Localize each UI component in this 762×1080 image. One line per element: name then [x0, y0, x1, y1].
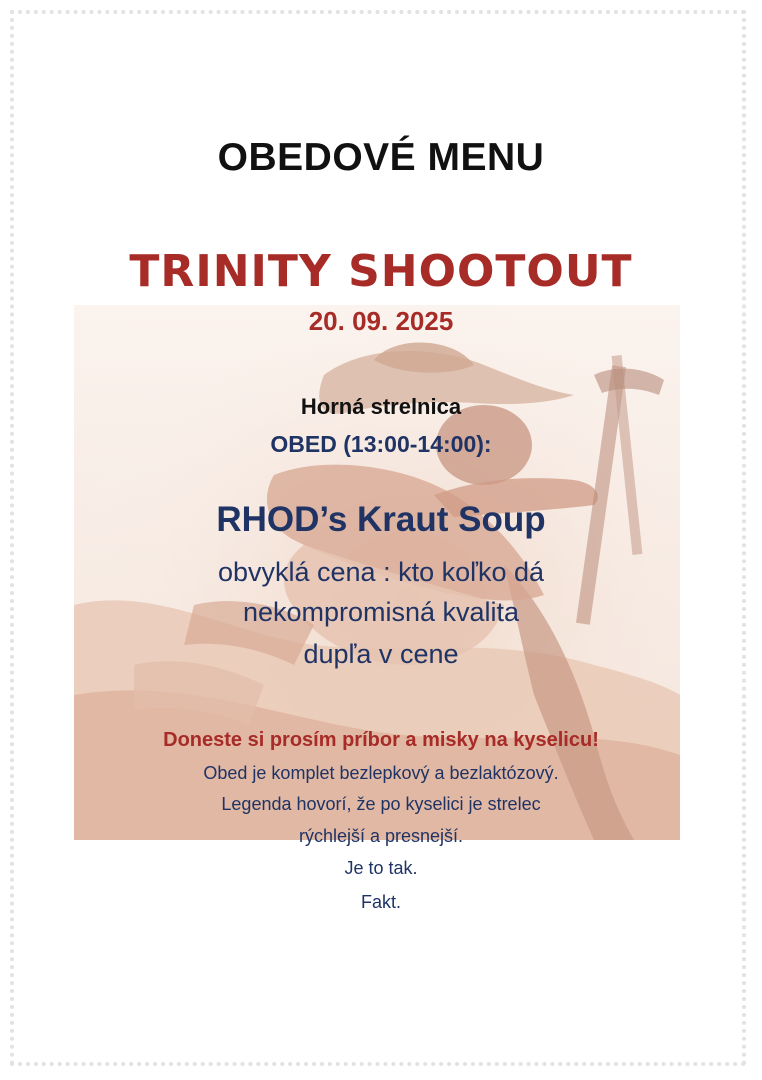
location: Horná strelnica	[300, 394, 462, 419]
dish-line: nekompromisná kvalita	[242, 597, 520, 627]
note-line: rýchlejší a presnejší.	[298, 826, 464, 846]
note-line: Je to tak.	[344, 858, 418, 878]
lunch-time: OBED (13:00-14:00):	[270, 431, 492, 457]
warning-note: Doneste si prosím príbor a misky na kyselicu!	[163, 729, 599, 751]
note-line: Legenda hovorí, že po kyselici je strelec	[221, 794, 541, 814]
dish-line: dupľa v cene	[303, 639, 459, 669]
menu-title: OBEDOVÉ MENU	[217, 136, 545, 179]
note-line: Fakt.	[360, 892, 401, 912]
event-date: 20. 09. 2025	[308, 306, 454, 336]
event-title: TRINITY SHOOTOUT	[129, 246, 633, 297]
dish-name: RHOD’s Kraut Soup	[216, 500, 546, 539]
note-line: Obed je komplet bezlepkový a bezlaktózový.	[203, 763, 559, 783]
dish-line: obvyklá cena : kto koľko dá	[217, 557, 545, 587]
